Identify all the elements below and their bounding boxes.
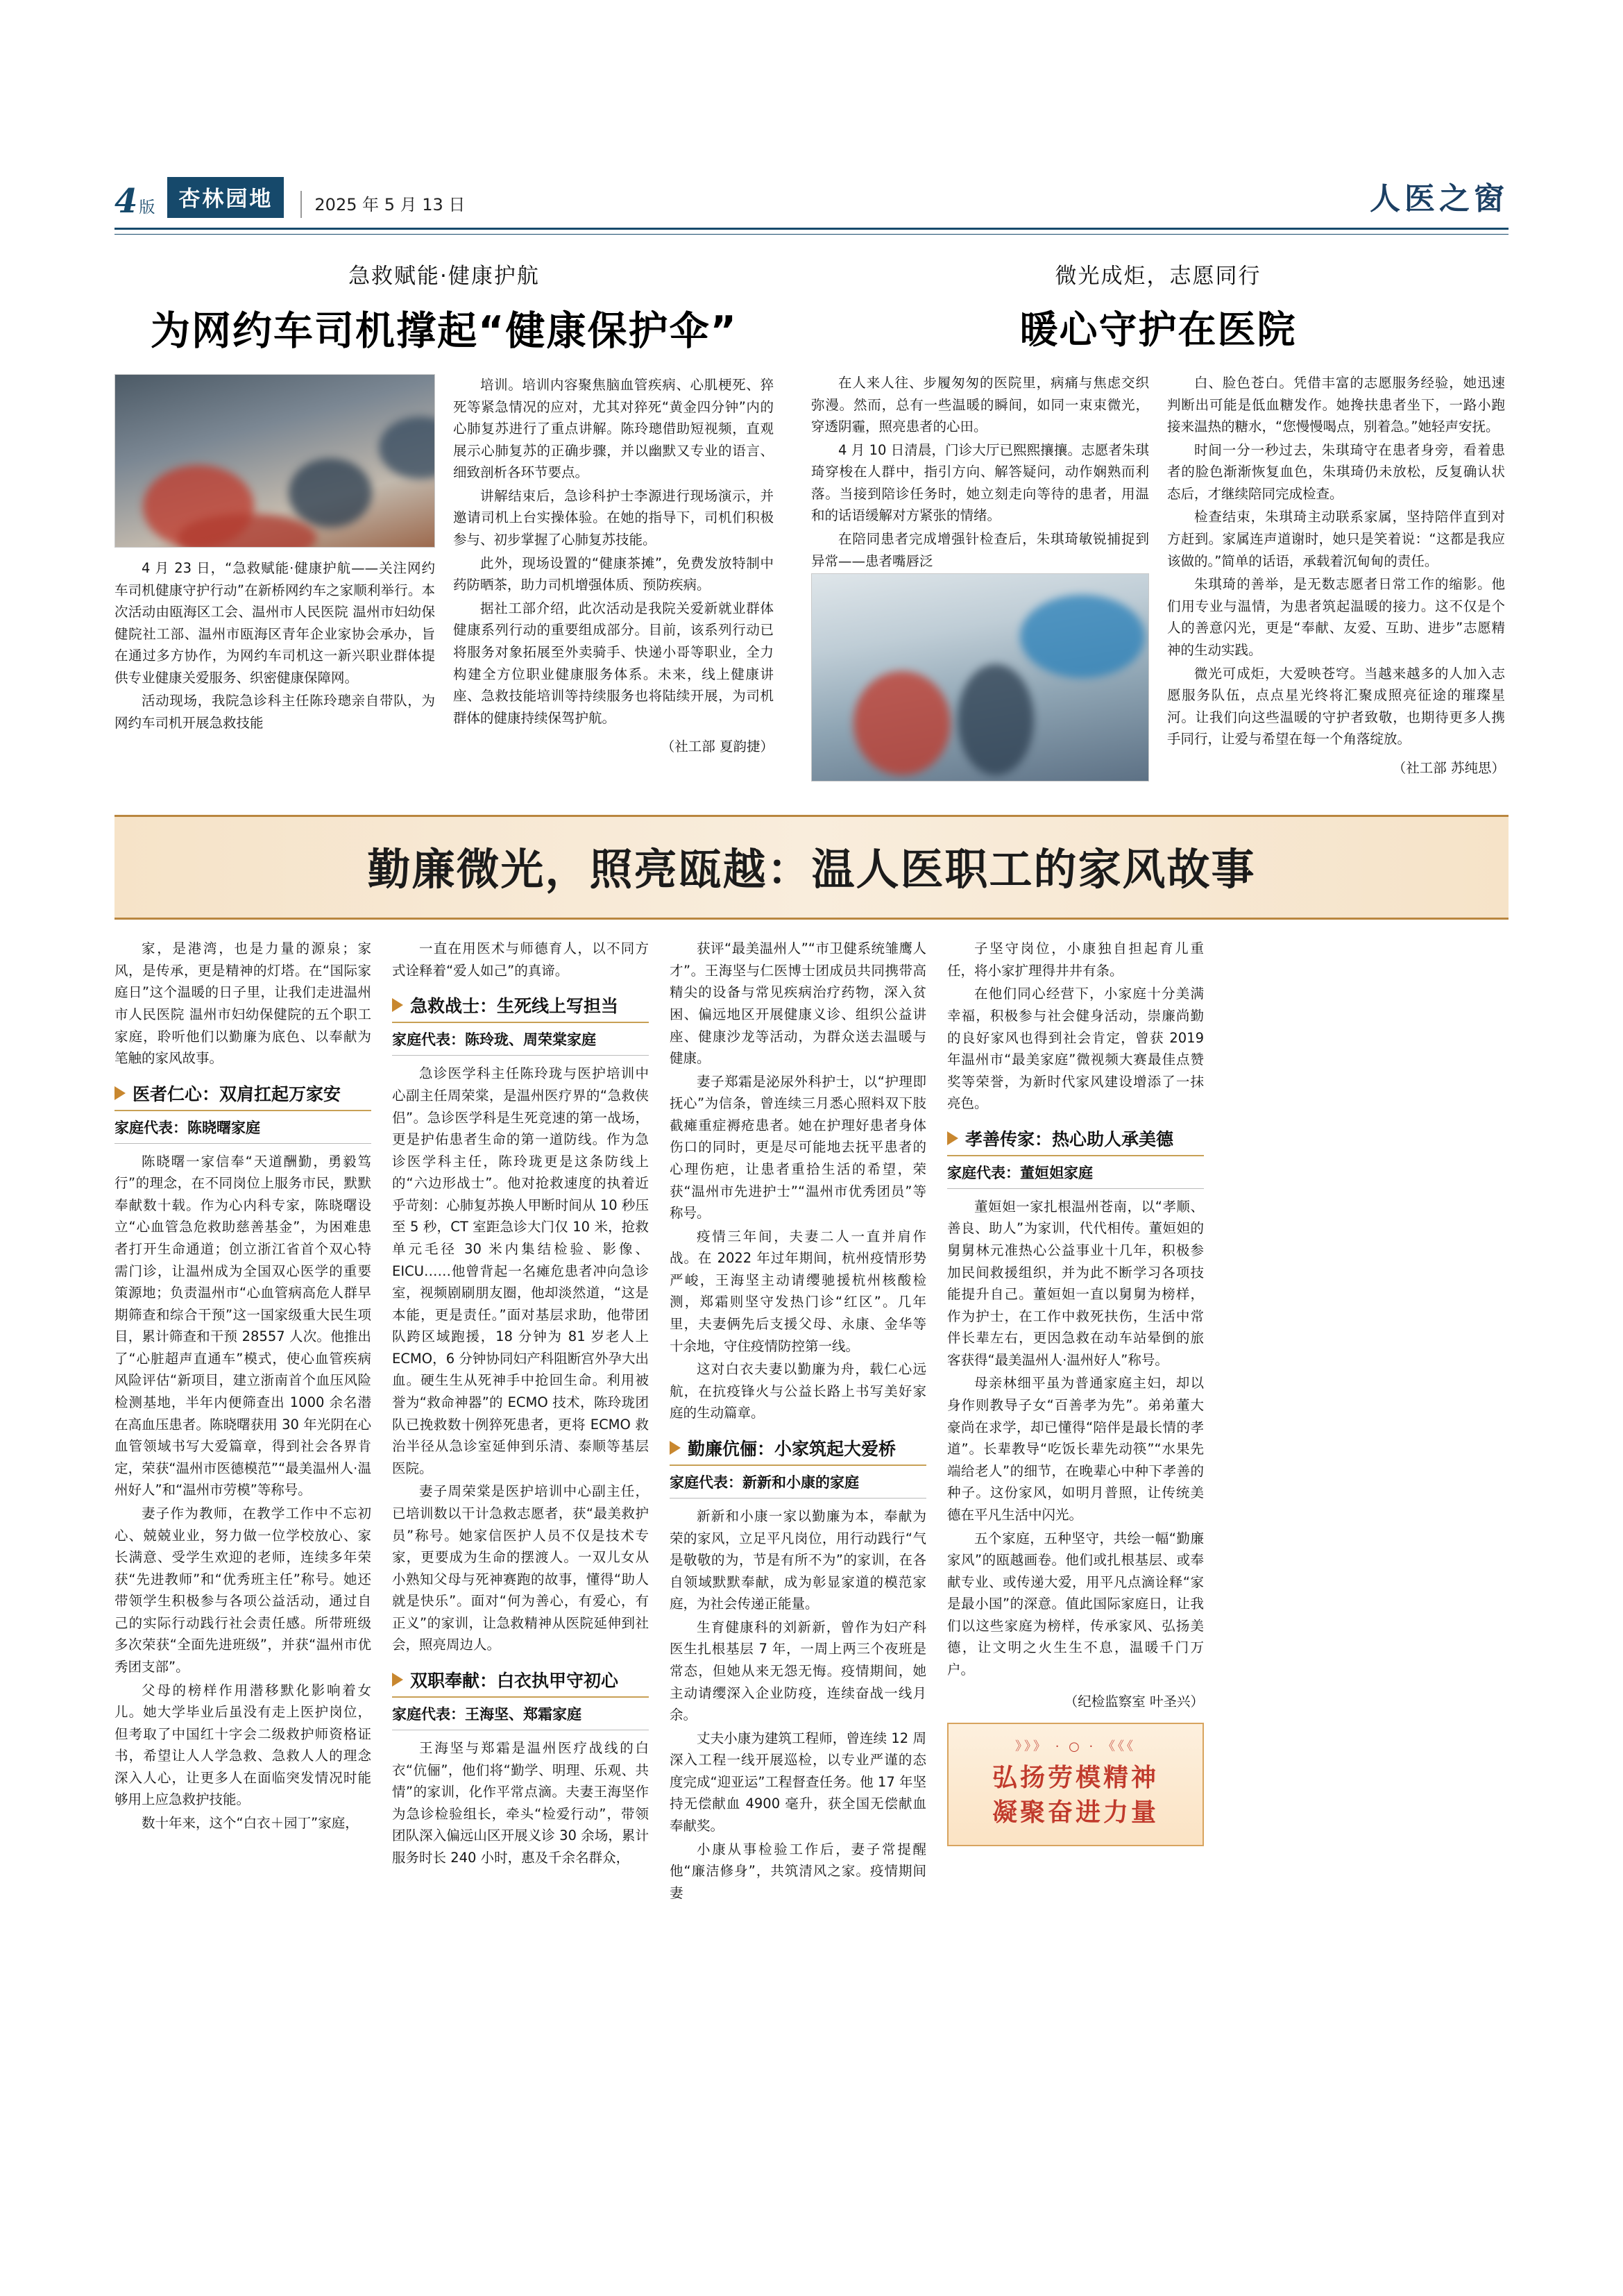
feature-col3-p2: 疫情三年间，夫妻二人一直并肩作战。在 2022 年过年期间，杭州疫情形势严峻，王海坚主动请缨驰援杭州核酸检测，郑霜则坚守发热门诊“红区”。几年里，夫妻俩先后支援父母、永康、金华等十余地，守住疫情防控第一线。	[670, 1228, 926, 1354]
feature-sec-5-head	[947, 1126, 1204, 1156]
feature-banner	[114, 815, 1509, 920]
feature-sec-5-p3: 五个家庭，五种坚守，共绘一幅“勤廉家风”的瓯越画卷。他们或扎根基层、或奉献专业、或传递大爱，用平凡点滴诠释“家是最小国”的深意。值此国际家庭日，让我们以这些家庭为榜样，传承家风、弘扬美德，让文明之火生生不息，温暖千门万户。	[947, 1530, 1204, 1678]
feature-sec-1-p4: 数十年来，这个“白衣＋园丁”家庭，	[142, 1815, 359, 1832]
article-right-byline: （社工部 苏纯思）	[1392, 759, 1505, 776]
article-left-headline: 为网约车司机撑起“健康保护伞”	[151, 308, 738, 354]
feature-sec-1-title: 医者仁心：双肩扛起万家安	[133, 1083, 341, 1104]
feature-sec-3-p1: 王海坚与郑霜是温州医疗战线的白衣“伉俪”，他们将“勤学、明理、乐观、共情”的家训，化作平常点滴。夫妻王海坚作为急诊检验组长，牵头“检爱行动”，带领团队深入偏远山区开展义诊 30 余场，累计服务时长 240 小时，惠及千余名群众，	[392, 1739, 649, 1866]
slogan-decoration: 》》》 · ○ · 《《《	[1014, 1739, 1137, 1754]
article-left-p4: 讲解结束后，急诊科护士李源进行现场演示，并邀请司机上台实操体验。在她的指导下，司机们积极参与、初步掌握了心肺复苏技能。	[453, 487, 774, 548]
article-left-p2: 活动现场，我院急诊科主任陈玲璁亲自带队，为网约车司机开展急救技能	[114, 693, 435, 732]
article-right	[811, 258, 1505, 791]
feature-col-3	[670, 938, 926, 1905]
article-left-p1: 4 月 23 日，“急救赋能·健康护航——关注网约车司机健康守护行动”在新桥网约车之家顺利举行。本次活动由瓯海区工会、温州市人民医院 温州市妇幼保健院社工部、温州市瓯海区青年企业家协会承办，旨在通过多方协作，为网约车司机这一新兴职业群体提供专业健康关爱服务、织密健康保障网。	[114, 560, 435, 686]
article-left-photo	[114, 374, 435, 548]
article-right-p7: 朱琪琦的善举，是无数志愿者日常工作的缩影。他们用专业与温情，为患者筑起温暖的接力。这不仅是个人的善意闪光，更是“奉献、友爱、互助、进步”志愿精神的生动实践。	[1167, 576, 1505, 658]
article-right-kicker: 微光成炬，志愿同行	[1055, 264, 1261, 289]
feature-sec-1-p2: 妻子作为教师，在教学工作中不忘初心、兢兢业业，努力做一位学校放心、家长满意、受学生欢迎的老师，连续多年荣获“先进教师”和“优秀班主任”称号。她还带领学生积极参与各项公益活动，通过自己的实际行动践行社会责任感。所带班级多次荣获“全面先进班级”，并获“温州市优秀团支部”。	[114, 1505, 371, 1675]
article-right-p4: 白、脸色苍白。凭借丰富的志愿服务经验，她迅速判断出可能是低血糖发作。她搀扶患者坐下，一路小跑接来温热的糖水，“您慢慢喝点，别着急。”她轻声安抚。	[1167, 375, 1505, 435]
feature-sign: （纪检监察室 叶圣兴）	[1064, 1693, 1204, 1710]
feature-sec-4-p1: 新新和小康一家以勤廉为本，奉献为荣的家风，立足平凡岗位，用行动践行“气是敬敬的为，节是有所不为”的家训，在各自领域默默奉献，成为彰显家道的模范家庭，为社会传递正能量。	[670, 1508, 926, 1612]
feature-col2-lead: 一直在用医术与师德育人，以不同方式诠释着“爱人如己”的真谛。	[392, 940, 649, 979]
feature-sec-2-family: 家庭代表：陈玲珑、周荣棠家庭	[392, 1029, 649, 1056]
feature-sec-5-p1: 董姮妲一家扎根温州苍南，以“孝顺、善良、助人”为家训，代代相传。董姮妲的舅舅林元准热心公益事业十几年，积极参加民间救援组织，并为此不断学习各项技能提升自己。董姮妲一直以舅舅为榜样，作为护士，在工作中救死扶伤，生活中常伴长辈左右，更因急救在动车站晕倒的旅客获得“最美温州人·温州好人”称号。	[947, 1198, 1204, 1368]
triangle-icon	[392, 998, 403, 1012]
article-right-photo	[811, 573, 1149, 782]
masthead-rule-thin	[114, 234, 1509, 235]
feature-col-1	[114, 938, 371, 1905]
article-left-columns	[114, 374, 774, 755]
feature-sec-2-p2: 妻子周荣棠是医护培训中心副主任，已培训数以干计急救志愿者，获“最美救护员”称号。她家信医护人员不仅是技术专家，更要成为生命的摆渡人。一双儿女从小熟知父母与死神赛跑的故事，懂得“助人就是快乐”。面对“何为善心，有爱心，有正义”的家训，让急救精神从医院延伸到社会，照亮周边人。	[392, 1483, 649, 1653]
article-right-p5: 时间一分一秒过去，朱琪琦守在患者身旁，看着患者的脸色渐渐恢复血色，朱琪琦仍未放松，反复确认状态后，才继续陪同完成检查。	[1167, 441, 1505, 502]
section-badge: 杏林园地	[167, 177, 284, 218]
feature-sec-2-head	[392, 993, 649, 1023]
article-right-p6: 检查结束，朱琪琦主动联系家属，坚持陪伴直到对方赶到。家属连声道谢时，她只是笑着说：“这都是我应该做的。”简单的话语，承载着沉甸甸的责任。	[1167, 509, 1505, 569]
feature-sec-5-title: 孝善传家：热心助人承美德	[965, 1129, 1174, 1149]
article-left	[114, 258, 774, 791]
feature-sec-3-title: 双职奉献：白衣执甲守初心	[410, 1670, 619, 1691]
feature-col3-p1: 妻子郑霜是泌尿外科护士，以“护理即抚心”为信条，曾连续三月悉心照料双下肢截瘫重症褥疮患者。她在护理好患者身体伤口的同时，更是尽可能地去抚平患者的心理伤疤，让患者重拾生活的希望，荣获“温州市先进护士”“温州市优秀团员”等称号。	[670, 1073, 926, 1222]
feature-sec-4-p4: 小康从事检验工作后，妻子常提醒他“廉洁修身”，共筑清风之家。疫情期间妻	[670, 1841, 926, 1901]
article-right-p2: 4 月 10 日清晨，门诊大厅已熙熙攘攘。志愿者朱琪琦穿梭在人群中，指引方向、解答疑问，动作娴熟而利落。当接到陪诊任务时，她立刻走向等待的患者，用温和的话语缓解对方紧张的情绪。	[811, 441, 1149, 524]
feature-sec-4-p3: 丈夫小康为建筑工程师，曾连续 12 周深入工程一线开展巡检，以专业严谨的态度完成“迎亚运”工程督查任务。他 17 年坚持无偿献血 4900 毫升，获全国无偿献血奉献奖。	[670, 1730, 926, 1834]
feature-sec-1-p3: 父母的榜样作用潜移默化影响着女儿。她大学毕业后虽没有走上医护岗位，但考取了中国红十字会二级救护师资格证书，希望让人人学急救、急救人人的理念深入人心，让更多人在面临突发情况时能够用上应急救护技能。	[114, 1682, 371, 1808]
feature-sec-4-p2: 生育健康科的刘新新，曾作为妇产科医生扎根基层 7 年，一周上两三个夜班是常态，但她从来无怨无悔。疫情期间，她主动请缨深入企业防疫，连续奋战一线月余。	[670, 1619, 926, 1723]
article-right-columns	[811, 372, 1505, 791]
feature-col4-p1: 子坚守岗位，小康独自担起育儿重任，将小家扩理得井井有条。	[947, 940, 1204, 979]
feature-col-4	[947, 938, 1204, 1905]
masthead	[114, 174, 1509, 228]
article-left-kicker: 急救赋能·健康护航	[348, 264, 540, 289]
feature-sec-3-family: 家庭代表：王海坚、郑霜家庭	[392, 1703, 649, 1730]
triangle-icon	[392, 1673, 403, 1687]
article-right-headline: 暖心守护在医院	[1019, 307, 1297, 352]
article-left-col1	[114, 374, 435, 755]
slogan-box	[947, 1723, 1204, 1847]
article-right-p1: 在人来人往、步履匆匆的医院里，病痛与焦虑交织弥漫。然而，总有一些温暖的瞬间，如同一束束微光，穿透阴霾，照亮患者的心田。	[811, 375, 1149, 435]
slogan-line-1: 弘扬劳模精神	[992, 1762, 1159, 1792]
feature-sec-5-p2: 母亲林细平虽为普通家庭主妇，却以身作则教导子女“百善孝为先”。弟弟董大豪尚在求学，却已懂得“陪伴是最长情的孝道”。长辈教导“吃饭长辈先动筷”“水果先端给老人”的细节，在晚辈心中种下孝善的种子。这份家风，如明月普照，让传统美德在平凡生活中闪光。	[947, 1375, 1204, 1523]
article-left-byline: （社工部 夏韵捷）	[661, 738, 774, 755]
feature-col3-lead: 获评“最美温州人”“市卫健系统雏鹰人才”。王海坚与仁医博士团成员共同携带高精尖的设备与常见疾病治疗药物，深入贫困、偏远地区开展健康义诊、组织公益讲座、健康沙龙等活动，为群众送去温暖与健康。	[670, 940, 926, 1067]
triangle-icon	[670, 1441, 681, 1455]
article-left-p3: 培训。培训内容聚焦脑血管疾病、心肌梗死、猝死等紧急情况的应对，尤其对猝死“黄金四分钟”内的心肺复苏进行了重点讲解。陈玲璁借助短视频，直观展示心肺复苏的正确步骤，并以幽默又专业的语言、细致剖析各环节要点。	[453, 377, 774, 481]
feature-intro: 家，是港湾，也是力量的源泉；家风，是传承，更是精神的灯塔。在“国际家庭日”这个温暖的日子里，让我们走进温州市人民医院 温州市妇幼保健院的五个职工家庭，聆听他们以勤廉为底色、以奉献为笔触的家风故事。	[114, 940, 371, 1067]
feature-col4-p2: 在他们同心经营下，小家庭十分美满幸福，积极参与社会健身活动，崇廉尚勤的良好家风也得到社会肯定，曾获 2019 年温州市“最美家庭”微视频大赛最佳点赞奖等荣誉，为新时代家风建设增添了一抹亮色。	[947, 986, 1204, 1112]
feature-sec-4-head	[670, 1435, 926, 1466]
feature-sec-1-p1: 陈晓曙一家信奉“天道酬勤，勇毅笃行”的理念，在不同岗位上服务市民，默默奉献数十载。作为心内科专家，陈晓曙设立“心血管急危救助慈善基金”，为困难患者打开生命通道；创立浙江省首个双心特需门诊，让温州成为全国双心医学的重要策源地；负责温州市“心血管病高危人群早期筛查和综合干预”这一国家级重大民生项目，累计筛查和干预 28557 人次。他推出了“心脏超声直通车”模式，使心血管疾病风险评估“新项目，建立浙南首个血压风险检测基地，半年内便筛查出 1000 余名潜在高血压患者。陈晓曙获用 30 年光阴在心血管领域书写大爱篇章，得到社会各界肯定，荣获“温州市医德模范”“最美温州人·温州好人”和“温州市劳模”等称号。	[114, 1153, 371, 1499]
top-articles	[114, 258, 1509, 791]
article-right-col2	[1167, 372, 1505, 791]
masthead-left	[114, 177, 466, 221]
feature-sec-4-family: 家庭代表：新新和小康的家庭	[670, 1471, 926, 1499]
article-left-col2	[453, 374, 774, 755]
triangle-icon	[114, 1086, 126, 1100]
feature-sec-2-title: 急救战士：生死线上写担当	[410, 996, 619, 1017]
page-number: 4版	[114, 182, 155, 221]
feature-sec-4-title: 勤廉伉俪：小家筑起大爱桥	[688, 1438, 897, 1459]
paper-name: 人医之窗	[1370, 181, 1509, 217]
article-right-col1	[811, 372, 1149, 791]
feature-col3-p3: 这对白衣夫妻以勤廉为舟，载仁心远航，在抗疫锋火与公益长路上书写美好家庭的生动篇章。	[670, 1361, 926, 1421]
feature-sec-2-p1: 急诊医学科主任陈玲珑与医护培训中心副主任周荣棠，是温州医疗界的“急救侠侣”。急诊医学科是生死竞速的第一战场，更是护佑患者生命的第一道防线。作为急诊医学科主任，陈玲珑更是这条防线上的“六边形战士”。他对抢救速度的执着近乎苛刻：心肺复苏换人甲断时间从 10 秒压至 5 秒，CT 室距急诊大门仅 10 米，抢救单元毛径 30 米内集结检验、影像、EICU……他曾背起一名瘫危患者冲向急诊室，视频剧刷朋友圈，他却淡然道，“这是本能，更是责任。”面对基层求助，他带团队跨区域跑援，18 分钟为 81 岁老人上 ECMO，6 分钟协同妇产科阻断宫外孕大出血。硬生生从死神手中抢回生命。利用被誉为“救命神器”的 ECMO 技术，陈玲珑团队已挽救数十例猝死患者，更将 ECMO 救治半径从急诊室延伸到乐清、泰顺等基层医院。	[392, 1065, 649, 1476]
page-number-unit: 版	[139, 199, 155, 217]
feature-col-2	[392, 938, 649, 1905]
triangle-icon	[947, 1131, 958, 1145]
masthead-rule-thick	[114, 228, 1509, 230]
slogan-line-2: 凝聚奋进力量	[992, 1797, 1159, 1827]
article-left-p6: 据社工部介绍，此次活动是我院关爱新就业群体健康系列行动的重要组成部分。目前，该系列行动已将服务对象拓展至外卖骑手、快递小哥等职业，全力构建全方位职业健康服务体系。未来，线上健康讲座、急救技能培训等持续服务也将陆续开展，为司机群体的健康持续保驾护航。	[453, 600, 774, 726]
article-left-p5: 此外，现场设置的“健康茶摊”，免费发放特制中药防晒茶，助力司机增强体质、预防疾病。	[453, 555, 774, 593]
feature-sec-1-head	[114, 1081, 371, 1111]
feature-sec-3-head	[392, 1667, 649, 1698]
article-right-p8: 微光可成炬，大爱映苍穹。当越来越多的人加入志愿服务队伍，点点星光终将汇聚成照亮征途的璀璨星河。让我们向这些温暖的守护者致敬，也期待更多人携手同行，让爱与希望在每一个角落绽放。	[1167, 665, 1505, 748]
feature-sec-5-family: 家庭代表：董姮妲家庭	[947, 1162, 1204, 1189]
feature-sec-1-family: 家庭代表：陈晓曙家庭	[114, 1117, 371, 1144]
issue-date: 2025 年 5 月 13 日	[300, 191, 465, 218]
article-right-p3: 在陪同患者完成增强针检查后，朱琪琦敏锐捕捉到异常——患者嘴唇泛	[811, 531, 1149, 569]
feature-banner-title: 勤廉微光，照亮瓯越：温人医职工的家风故事	[367, 844, 1256, 895]
feature-columns	[114, 938, 1509, 1905]
